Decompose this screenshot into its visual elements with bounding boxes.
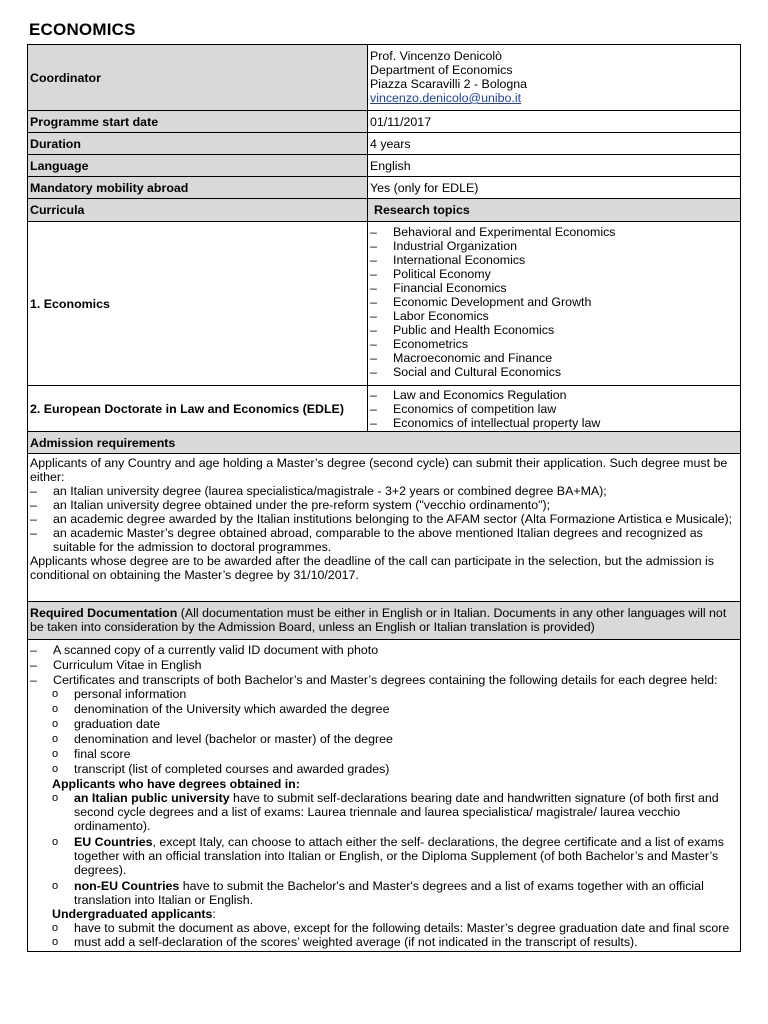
coordinator-label: Coordinator: [28, 45, 368, 111]
item-bold: EU Countries: [74, 835, 153, 849]
curriculum-topics: [368, 222, 741, 386]
obtained-heading: Applicants who have degrees obtained in:: [52, 777, 300, 791]
list-item: – Economics of intellectual property law: [370, 416, 738, 430]
admission-list: [30, 484, 738, 554]
list-item: – an academic degree awarded by the Italian institutions belonging to the AFAM sector (Alta Formazione Artistica e Musicale);: [30, 512, 738, 526]
topic-list: [370, 225, 738, 379]
list-item: – Econometrics: [370, 337, 738, 351]
list-item: [30, 791, 738, 833]
undergrad-heading: [30, 907, 738, 921]
item-text: , except Italy, can choose to attach either the self- declarations, the degree certificate and a list of exams together with an official translation into Italian or English, or the Diploma Supplement (of both Bachelor’s and Master’s degrees).: [74, 835, 724, 877]
research-topics-label: Research topics: [368, 199, 741, 222]
list-item: o must add a self-declaration of the scores’ weighted average (if not indicated in the transcript of results).: [30, 935, 738, 949]
start-date-row: [28, 111, 741, 133]
curriculum-name: 2. European Doctorate in Law and Economics (EDLE): [28, 386, 368, 432]
list-item: – Curriculum Vitae in English: [30, 658, 738, 673]
list-item: – A scanned copy of a currently valid ID document with photo: [30, 643, 738, 658]
curriculum-row: [28, 386, 741, 432]
list-item: [30, 835, 738, 877]
list-item: – Behavioral and Experimental Economics: [370, 225, 738, 239]
list-item: o personal information: [30, 687, 738, 702]
list-item: o have to submit the document as above, except for the following details: Master’s degree graduation date and final score: [30, 921, 738, 935]
admission-body: [28, 454, 741, 602]
curricula-label: Curricula: [28, 199, 368, 222]
list-item: – an academic Master’s degree obtained abroad, comparable to the above mentioned Italian degrees and recognized as suitable for the admission to doctoral programmes.: [30, 526, 738, 554]
list-item: [30, 879, 738, 907]
coordinator-address: Piazza Scaravilli 2 - Bologna: [370, 77, 528, 91]
coordinator-row: [28, 45, 741, 111]
list-item: – an Italian university degree (laurea specialistica/magistrale - 3+2 years or combined degree BA+MA);: [30, 484, 738, 498]
documentation-header-row: [28, 602, 741, 640]
undergrad-list: [30, 921, 738, 949]
item-text: have to submit self-declarations bearing date and handwritten signature (of both first and second cycle degrees and a list of exams: Laurea triennale and laurea specialistica/ magistrale/ laurea vecchio ordinamento).: [74, 791, 719, 833]
list-item: – Labor Economics: [370, 309, 738, 323]
page-title: ECONOMICS: [29, 20, 136, 39]
list-item: – an Italian university degree obtained under the pre-reform system ("vecchio ordinamento");: [30, 498, 738, 512]
list-item: – Law and Economics Regulation: [370, 388, 738, 402]
admission-label: Admission requirements: [28, 432, 741, 454]
language-value: English: [368, 155, 741, 177]
admission-closing: Applicants whose degree are to be awarded after the deadline of the call can participate in the selection, but the admission is conditional on obtaining the Master’s degree by 31/10/2017.: [30, 554, 714, 582]
curriculum-topics: [368, 386, 741, 432]
list-item: – Financial Economics: [370, 281, 738, 295]
curriculum-row: [28, 222, 741, 386]
list-item: o denomination of the University which awarded the degree: [30, 702, 738, 717]
list-item: – Macroeconomic and Finance: [370, 351, 738, 365]
details-list: [30, 687, 738, 777]
coordinator-email-link[interactable]: vincenzo.denicolo@unibo.it: [370, 91, 522, 105]
curricula-header-row: [28, 199, 741, 222]
item-bold: non-EU Countries: [74, 879, 180, 893]
coordinator-department: Department of Economics: [370, 63, 513, 77]
admission-body-row: [28, 454, 741, 602]
list-item: – Economic Development and Growth: [370, 295, 738, 309]
topic-list: [370, 388, 738, 430]
list-item: – Certificates and transcripts of both Bachelor’s and Master’s degrees containing the following details for each degree held:: [30, 673, 738, 687]
mobility-value: Yes (only for EDLE): [368, 177, 741, 199]
list-item: – Industrial Organization: [370, 239, 738, 253]
documentation-list: [30, 643, 738, 687]
documentation-header: [28, 602, 741, 640]
documentation-body-row: [28, 640, 741, 952]
list-item: – Political Economy: [370, 267, 738, 281]
admission-header-row: [28, 432, 741, 454]
coordinator-name: Prof. Vincenzo Denicolò: [370, 49, 503, 63]
language-label: Language: [28, 155, 368, 177]
undergrad-colon: :: [212, 907, 216, 921]
duration-row: [28, 133, 741, 155]
documentation-note: (All documentation must be either in English or in Italian. Documents in any other languages will not be taken into consideration by the Admission Board, unless an English or Italian translation is provided): [30, 606, 727, 634]
list-item: – Social and Cultural Economics: [370, 365, 738, 379]
duration-value: 4 years: [368, 133, 741, 155]
list-item: – International Economics: [370, 253, 738, 267]
list-item: o graduation date: [30, 717, 738, 732]
mobility-row: [28, 177, 741, 199]
item-text: have to submit the Bachelor's and Master's degrees and a list of exams together with an official translation into Italian or English.: [74, 879, 704, 907]
admission-intro: Applicants of any Country and age holding a Master’s degree (second cycle) can submit their application. Such degree must be either:: [30, 456, 728, 484]
list-item: – Public and Health Economics: [370, 323, 738, 337]
documentation-body: [28, 640, 741, 952]
coordinator-value: [368, 45, 741, 111]
language-row: [28, 155, 741, 177]
documentation-label: Required Documentation: [30, 606, 178, 620]
mobility-label: Mandatory mobility abroad: [28, 177, 368, 199]
list-item: – Economics of competition law: [370, 402, 738, 416]
obtained-list: [30, 791, 738, 907]
list-item: o transcript (list of completed courses and awarded grades): [30, 762, 738, 777]
item-bold: an Italian public university: [74, 791, 230, 805]
list-item: o final score: [30, 747, 738, 762]
undergrad-heading-text: Undergraduated applicants: [52, 907, 213, 921]
list-item: o denomination and level (bachelor or master) of the degree: [30, 732, 738, 747]
programme-table: [27, 44, 741, 952]
duration-label: Duration: [28, 133, 368, 155]
start-date-label: Programme start date: [28, 111, 368, 133]
curriculum-name: 1. Economics: [28, 222, 368, 386]
start-date-value: 01/11/2017: [368, 111, 741, 133]
